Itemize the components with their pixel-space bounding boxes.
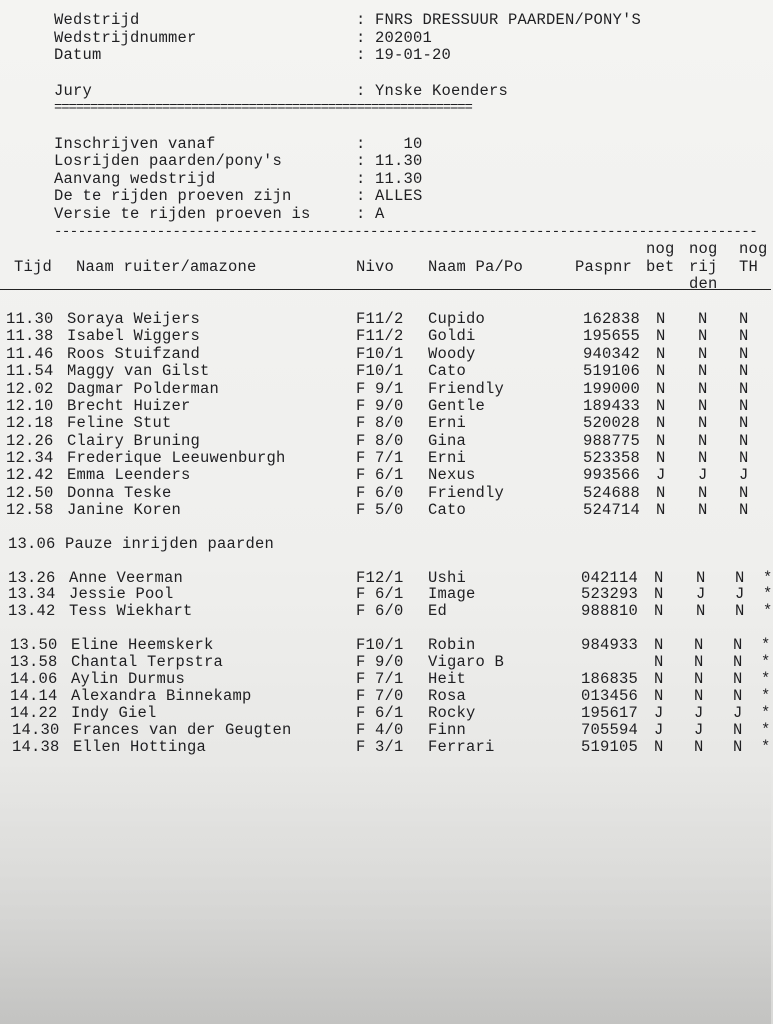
cell-rij: J (696, 585, 706, 603)
cell-naam: Donna Teske (67, 484, 172, 502)
cell-paard: Vigaro B (428, 653, 505, 671)
col-nog2-mid: rij (689, 258, 718, 276)
cell-bet: J (654, 721, 664, 739)
cell-nivo: F 9/0 (356, 653, 404, 671)
cell-naam: Alexandra Binnekamp (71, 687, 252, 705)
versie-label: Versie te rijden proeven is (54, 205, 311, 223)
cell-bet: N (656, 414, 666, 432)
cell-paspnr: 195617 (581, 704, 639, 722)
cell-mark: * (761, 738, 771, 756)
cell-th: J (739, 466, 749, 484)
cell-rij: N (696, 602, 706, 620)
cell-mark: * (761, 636, 771, 654)
cell-paard: Robin (428, 636, 476, 654)
cell-th: N (735, 602, 745, 620)
cell-paspnr: 519106 (583, 362, 641, 380)
cell-naam: Emma Leenders (67, 466, 191, 484)
cell-th: N (733, 721, 743, 739)
wedstrijd-label: Wedstrijd (54, 11, 140, 29)
cell-bet: N (654, 653, 664, 671)
cell-th: N (739, 345, 749, 363)
cell-rij: N (698, 484, 708, 502)
cell-paspnr: 523293 (581, 585, 639, 603)
cell-th: N (739, 414, 749, 432)
pauze-line: 13.06 Pauze inrijden paarden (8, 535, 275, 553)
cell-naam: Chantal Terpstra (71, 653, 224, 671)
cell-paard: Erni (428, 449, 467, 467)
cell-bet: N (656, 345, 666, 363)
table-row (0, 311, 771, 328)
cell-paspnr: 524688 (583, 484, 641, 502)
cell-th: N (739, 449, 749, 467)
cell-tijd: 14.22 (10, 704, 58, 722)
cell-mark: * (761, 687, 771, 705)
datum-label: Datum (54, 46, 102, 64)
cell-tijd: 11.30 (6, 310, 54, 328)
cell-naam: Eline Heemskerk (71, 636, 214, 654)
table-row (0, 671, 771, 688)
cell-naam: Brecht Huizer (67, 397, 191, 415)
table-row (0, 485, 771, 502)
col-nog3-bot: TH (739, 258, 759, 276)
cell-nivo: F 6/1 (356, 466, 404, 484)
cell-naam: Frances van der Geugten (73, 721, 292, 739)
cell-paard: Heit (428, 670, 467, 688)
col-nog1-bot: bet (646, 258, 675, 276)
cell-rij: N (696, 569, 706, 587)
cell-nivo: F 7/0 (356, 687, 404, 705)
table-row (0, 467, 771, 484)
table-row (0, 722, 771, 739)
cell-paard: Image (428, 585, 476, 603)
table-row (0, 415, 771, 432)
col-nog3-top: nog (739, 240, 768, 258)
datum-value: : 19-01-20 (356, 46, 452, 64)
table-row (0, 363, 771, 380)
cell-rij: N (694, 738, 704, 756)
wedstrijd-value: : FNRS DRESSUUR PAARDEN/PONY'S (356, 11, 642, 29)
cell-th: N (739, 397, 749, 415)
cell-mark: * (763, 585, 773, 603)
table-row (0, 688, 771, 705)
cell-naam: Frederique Leeuwenburgh (67, 449, 286, 467)
cell-naam: Tess Wiekhart (69, 602, 193, 620)
losrijden-value: : 11.30 (356, 152, 423, 170)
cell-paard: Friendly (428, 484, 505, 502)
cell-th: N (739, 362, 749, 380)
cell-nivo: F 7/1 (356, 449, 404, 467)
cell-rij: N (698, 397, 708, 415)
cell-rij: N (698, 432, 708, 450)
cell-paspnr: 523358 (583, 449, 641, 467)
cell-paspnr: 199000 (583, 380, 641, 398)
cell-naam: Aylin Durmus (71, 670, 186, 688)
cell-bet: N (656, 484, 666, 502)
cell-nivo: F 8/0 (356, 432, 404, 450)
cell-bet: N (654, 670, 664, 688)
cell-tijd: 11.38 (6, 327, 54, 345)
losrijden-label: Losrijden paarden/pony's (54, 152, 283, 170)
cell-bet: J (656, 466, 666, 484)
aanvang-value: : 11.30 (356, 170, 423, 188)
cell-paspnr: 524714 (583, 501, 641, 519)
cell-rij: N (698, 414, 708, 432)
cell-bet: N (654, 636, 664, 654)
jury-value: : Ynske Koenders (356, 82, 509, 100)
cell-paspnr: 189433 (583, 397, 641, 415)
cell-bet: N (654, 585, 664, 603)
cell-paspnr: 195655 (583, 327, 641, 345)
table-row (0, 381, 771, 398)
cell-th: J (735, 585, 745, 603)
cell-paspnr: 186835 (581, 670, 639, 688)
table-row (0, 739, 771, 756)
inschrijven-label: Inschrijven vanaf (54, 135, 216, 153)
table-row (0, 637, 771, 654)
cell-rij: N (698, 449, 708, 467)
inschrijven-value: : 10 (356, 135, 423, 153)
cell-nivo: F10/1 (356, 362, 404, 380)
table-row (0, 328, 771, 345)
cell-tijd: 14.14 (10, 687, 58, 705)
cell-nivo: F 4/0 (356, 721, 404, 739)
cell-paard: Erni (428, 414, 467, 432)
cell-bet: N (654, 687, 664, 705)
cell-nivo: F12/1 (356, 569, 404, 587)
cell-paspnr: 042114 (581, 569, 639, 587)
cell-paard: Goldi (428, 327, 476, 345)
cell-tijd: 12.50 (6, 484, 54, 502)
cell-rij: N (694, 670, 704, 688)
cell-th: N (733, 670, 743, 688)
cell-naam: Soraya Weijers (67, 310, 201, 328)
cell-bet: N (656, 380, 666, 398)
cell-nivo: F 7/1 (356, 670, 404, 688)
cell-tijd: 12.18 (6, 414, 54, 432)
table-row (0, 346, 771, 363)
cell-bet: N (656, 501, 666, 519)
col-paspnr: Paspnr (575, 258, 633, 276)
cell-bet: J (654, 704, 664, 722)
cell-tijd: 14.38 (12, 738, 60, 756)
cell-paspnr: 940342 (583, 345, 641, 363)
cell-rij: N (698, 310, 708, 328)
table-row (0, 603, 771, 620)
aanvang-label: Aanvang wedstrijd (54, 170, 216, 188)
cell-paard: Finn (428, 721, 467, 739)
cell-rij: N (694, 636, 704, 654)
cell-rij: N (698, 362, 708, 380)
cell-naam: Isabel Wiggers (67, 327, 201, 345)
cell-tijd: 13.26 (8, 569, 56, 587)
cell-nivo: F10/1 (356, 636, 404, 654)
cell-rij: N (698, 380, 708, 398)
cell-paspnr: 993566 (583, 466, 641, 484)
cell-tijd: 12.26 (6, 432, 54, 450)
cell-paspnr: 520028 (583, 414, 641, 432)
table-row (0, 586, 771, 603)
cell-bet: N (656, 449, 666, 467)
cell-rij: J (694, 704, 704, 722)
cell-nivo: F 6/1 (356, 585, 404, 603)
cell-paard: Woody (428, 345, 476, 363)
cell-naam: Anne Veerman (69, 569, 184, 587)
cell-paard: Ushi (428, 569, 467, 587)
cell-tijd: 13.34 (8, 585, 56, 603)
col-nog2-bot: den (689, 275, 718, 293)
cell-naam: Ellen Hottinga (73, 738, 207, 756)
cell-th: J (733, 704, 743, 722)
cell-naam: Clairy Bruning (67, 432, 201, 450)
cell-bet: N (656, 327, 666, 345)
cell-nivo: F 6/0 (356, 602, 404, 620)
cell-paard: Ed (428, 602, 448, 620)
cell-nivo: F 3/1 (356, 738, 404, 756)
cell-rij: N (694, 687, 704, 705)
cell-paard: Nexus (428, 466, 476, 484)
col-tijd: Tijd (14, 258, 53, 276)
cell-nivo: F11/2 (356, 310, 404, 328)
cell-th: N (739, 380, 749, 398)
cell-th: N (735, 569, 745, 587)
cell-tijd: 13.58 (10, 653, 58, 671)
cell-paard: Rocky (428, 704, 476, 722)
col-paard: Naam Pa/Po (428, 258, 524, 276)
cell-bet: N (656, 362, 666, 380)
cell-th: N (739, 327, 749, 345)
cell-nivo: F10/1 (356, 345, 404, 363)
cell-naam: Dagmar Polderman (67, 380, 220, 398)
cell-paard: Cato (428, 501, 467, 519)
table-row (0, 502, 771, 519)
cell-naam: Indy Giel (71, 704, 157, 722)
cell-th: N (733, 636, 743, 654)
wedstrijdnummer-label: Wedstrijdnummer (54, 29, 197, 47)
cell-paspnr: 988810 (581, 602, 639, 620)
cell-naam: Janine Koren (67, 501, 182, 519)
cell-th: N (733, 738, 743, 756)
jury-label: Jury (54, 82, 93, 100)
cell-bet: N (654, 738, 664, 756)
col-nog1-top: nog (646, 240, 675, 258)
cell-nivo: F 9/0 (356, 397, 404, 415)
table-row (0, 433, 771, 450)
cell-th: N (733, 653, 743, 671)
cell-naam: Feline Stut (67, 414, 172, 432)
proeven-label: De te rijden proeven zijn (54, 187, 292, 205)
cell-paard: Cato (428, 362, 467, 380)
cell-tijd: 13.50 (10, 636, 58, 654)
cell-naam: Maggy van Gilst (67, 362, 210, 380)
cell-paspnr: 519105 (581, 738, 639, 756)
cell-paard: Gina (428, 432, 467, 450)
cell-th: N (739, 501, 749, 519)
cell-rij: J (698, 466, 708, 484)
cell-bet: N (656, 397, 666, 415)
col-nivo: Nivo (356, 258, 395, 276)
cell-paspnr: 988775 (583, 432, 641, 450)
cell-nivo: F11/2 (356, 327, 404, 345)
double-rule: ========================================================== (54, 100, 472, 116)
cell-paspnr: 162838 (583, 310, 641, 328)
cell-nivo: F 9/1 (356, 380, 404, 398)
cell-paard: Ferrari (428, 738, 495, 756)
cell-naam: Roos Stuifzand (67, 345, 201, 363)
paper-shadow (0, 760, 771, 1024)
cell-tijd: 14.30 (12, 721, 60, 739)
cell-naam: Jessie Pool (69, 585, 174, 603)
versie-value: : A (356, 205, 385, 223)
cell-rij: N (698, 501, 708, 519)
proeven-value: : ALLES (356, 187, 423, 205)
table-row (0, 398, 771, 415)
col-naam: Naam ruiter/amazone (76, 258, 257, 276)
header-underline (0, 289, 771, 290)
cell-tijd: 12.58 (6, 501, 54, 519)
cell-mark: * (761, 653, 771, 671)
cell-rij: N (694, 653, 704, 671)
cell-tijd: 12.02 (6, 380, 54, 398)
cell-paspnr: 013456 (581, 687, 639, 705)
cell-nivo: F 8/0 (356, 414, 404, 432)
cell-bet: N (654, 569, 664, 587)
cell-rij: N (698, 345, 708, 363)
cell-th: N (739, 484, 749, 502)
table-row (0, 450, 771, 467)
cell-bet: N (656, 432, 666, 450)
cell-nivo: F 5/0 (356, 501, 404, 519)
cell-paard: Friendly (428, 380, 505, 398)
cell-tijd: 12.34 (6, 449, 54, 467)
cell-paard: Gentle (428, 397, 486, 415)
cell-nivo: F 6/0 (356, 484, 404, 502)
cell-tijd: 13.42 (8, 602, 56, 620)
cell-mark: * (761, 704, 771, 722)
col-nog2-top: nog (689, 240, 718, 258)
cell-paard: Rosa (428, 687, 467, 705)
cell-tijd: 12.42 (6, 466, 54, 484)
table-row (0, 705, 771, 722)
cell-th: N (733, 687, 743, 705)
cell-paard: Cupido (428, 310, 486, 328)
cell-bet: N (654, 602, 664, 620)
cell-th: N (739, 310, 749, 328)
cell-tijd: 11.46 (6, 345, 54, 363)
cell-mark: * (763, 569, 773, 587)
cell-tijd: 12.10 (6, 397, 54, 415)
cell-rij: J (694, 721, 704, 739)
cell-th: N (739, 432, 749, 450)
cell-tijd: 14.06 (10, 670, 58, 688)
cell-paspnr: 984933 (581, 636, 639, 654)
cell-bet: N (656, 310, 666, 328)
cell-nivo: F 6/1 (356, 704, 404, 722)
table-row (0, 654, 771, 671)
cell-mark: * (761, 721, 771, 739)
cell-mark: * (763, 602, 773, 620)
cell-rij: N (698, 327, 708, 345)
dashed-rule: ----------------------------------------------------------------------------------------- (54, 224, 758, 240)
cell-paspnr: 705594 (581, 721, 639, 739)
cell-tijd: 11.54 (6, 362, 54, 380)
wedstrijdnummer-value: : 202001 (356, 29, 433, 47)
cell-mark: * (761, 670, 771, 688)
